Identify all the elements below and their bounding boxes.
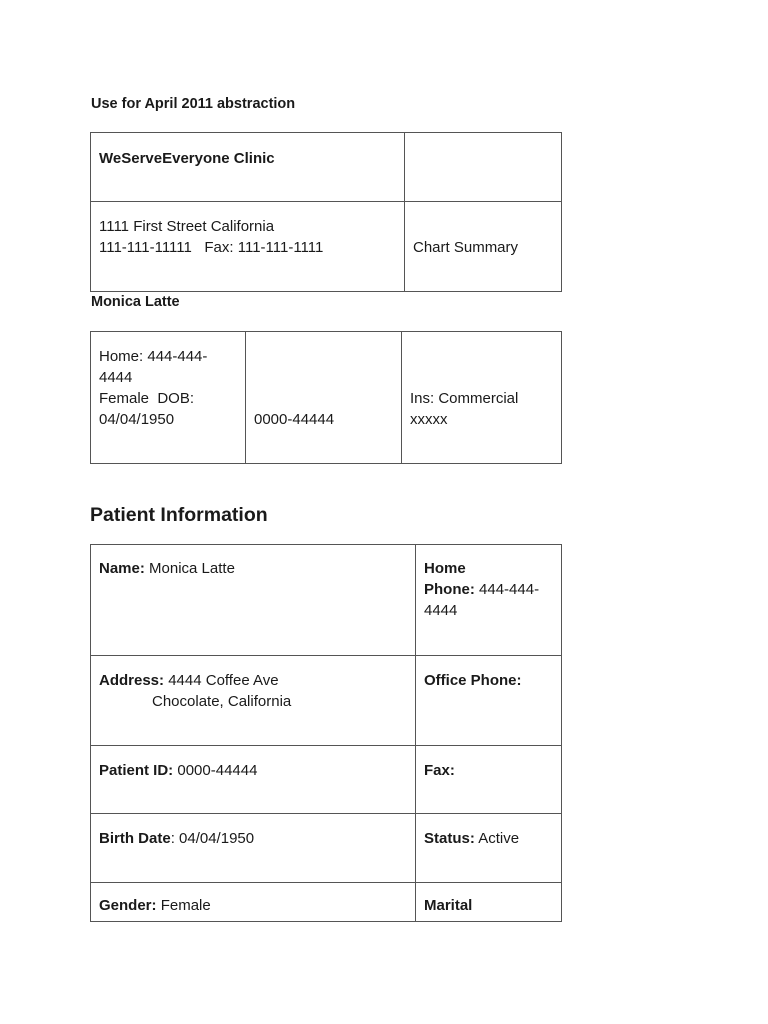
birth-date-cell [91,814,416,883]
patient-id-value: 0000-44444 [177,762,258,779]
address-line1-row [99,670,407,691]
summary-gender-dob: Female DOB: [99,390,195,407]
gender-label: Gender: [99,897,157,914]
summary-insurance-cell [402,332,562,464]
home-phone-line2 [424,579,553,600]
address-line2: Chocolate, California [152,693,292,710]
fax-cell [416,746,562,814]
clinic-name: WeServeEveryone Clinic [99,150,275,167]
patient-information-title: Patient Information [90,504,268,526]
summary-id-cell [246,332,402,464]
address-line1: 4444 Coffee Ave [168,672,279,689]
gender-value: Female [160,897,211,914]
summary-insurance-line1: Ins: Commercial [410,390,519,407]
status-value: Active [478,830,520,847]
patient-id-cell [91,746,416,814]
clinic-fax: 111-111-1111 [237,239,324,256]
patient-name-heading: Monica Latte [91,294,180,310]
clinic-fax-label: Fax: [204,239,234,256]
name-label: Name: [99,560,145,577]
clinic-empty-cell [405,133,562,202]
chart-summary-label: Chart Summary [413,239,519,256]
summary-patient-id: 0000-44444 [254,411,335,428]
birth-date-value: : 04/04/1950 [170,830,255,847]
name-cell [91,545,416,656]
status-label: Status: [424,830,475,847]
gender-cell [91,883,416,922]
name-value: Monica Latte [149,560,235,577]
office-phone-label: Office Phone: [424,672,522,689]
birth-date-label: Birth Date [99,830,171,847]
clinic-phone: 111-111-11111 [99,239,192,256]
patient-id-label: Patient ID: [99,762,174,779]
marital-label: Marital [424,897,473,914]
home-phone-label-line1: Home [424,560,466,577]
summary-insurance-line2: xxxxx [410,411,448,428]
clinic-address: 1111 First Street California [99,218,275,235]
status-cell [416,814,562,883]
patient-summary-table [90,331,562,464]
summary-home-line2: 4444 [99,369,133,386]
home-phone-value-line1: 444-444- [479,581,540,598]
address-cell [91,656,416,746]
home-phone-value-line2: 4444 [424,602,458,619]
office-phone-cell [416,656,562,746]
fax-label: Fax: [424,762,455,779]
summary-home-line1: Home: 444-444- [99,348,208,365]
clinic-name-cell [91,133,405,202]
patient-information-table [90,544,562,922]
address-label: Address: [99,672,165,689]
clinic-address-cell [91,202,405,292]
marital-cell [416,883,562,922]
chart-summary-cell [405,202,562,292]
summary-dob: 04/04/1950 [99,411,175,428]
use-for-note: Use for April 2011 abstraction [91,96,296,112]
home-phone-label-line2: Phone: [424,581,475,598]
home-phone-cell [416,545,562,656]
clinic-phone-fax-line [99,237,396,258]
summary-contact-cell [91,332,246,464]
clinic-table [90,132,562,292]
